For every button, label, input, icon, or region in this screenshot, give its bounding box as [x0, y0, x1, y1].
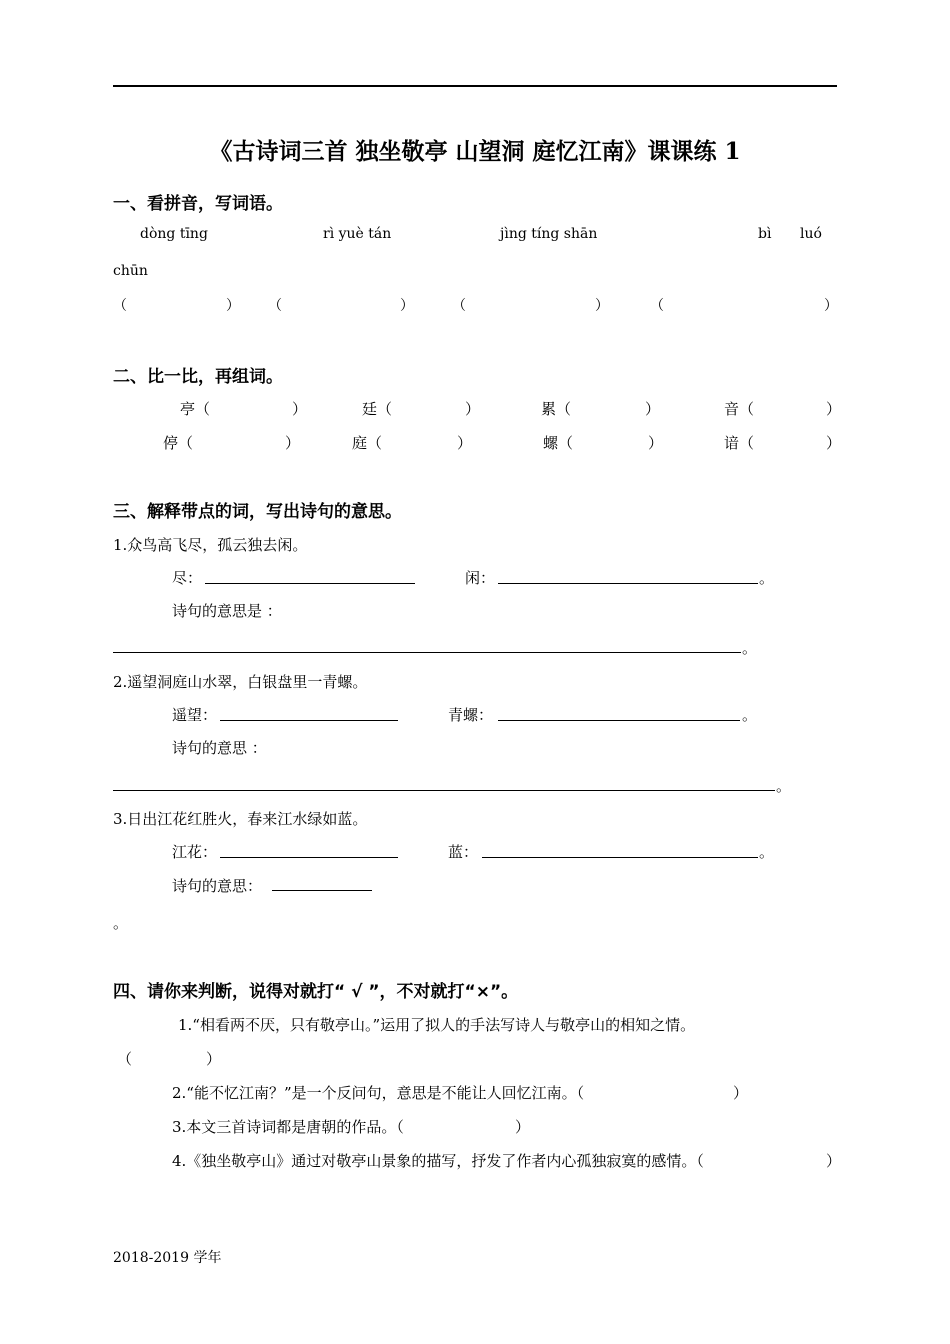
- judge-close: ）: [515, 1118, 531, 1136]
- word-label: 尽：: [172, 569, 203, 587]
- section3-heading: 三、解释带点的词，写出诗句的意思。: [113, 502, 402, 522]
- word-label: 遥望：: [172, 706, 218, 724]
- pinyin-4c: chūn: [113, 263, 148, 279]
- compare-close: ）: [457, 434, 473, 452]
- pinyin-3: jìng tíng shān: [500, 226, 598, 242]
- judge-item-4: 4.《独坐敬亭山》通过对敬亭山景象的描写，抒发了作者内心孤独寂寞的感情。（: [172, 1152, 704, 1170]
- section2-heading: 二、比一比，再组词。: [113, 367, 283, 387]
- period: 。: [776, 777, 792, 795]
- answer-paren-1-close: ）: [226, 298, 240, 314]
- answer-paren-1-open: （: [113, 298, 127, 314]
- judge-item-2: 2.“能不忆江南？”是一个反问句，意思是不能让人回忆江南。（: [172, 1084, 585, 1102]
- period: 。: [759, 569, 775, 587]
- compare-close: ）: [648, 434, 664, 452]
- word-label: 闲：: [465, 569, 496, 587]
- page-title: 《古诗词三首 独坐敬亭 山望洞 庭忆江南》课课练 1: [209, 138, 741, 165]
- judge-close: ）: [826, 1152, 842, 1170]
- pinyin-1: dòng tīng: [140, 226, 208, 242]
- pinyin-2: rì yuè tán: [323, 226, 392, 242]
- header-rule: [113, 85, 837, 87]
- answer-line[interactable]: [205, 583, 415, 584]
- answer-paren-4-open: （: [650, 298, 664, 314]
- section1-heading: 一、看拼音，写词语。: [113, 194, 283, 214]
- poem-line-3: 3.日出江花红胜火，春来江水绿如蓝。: [113, 810, 368, 828]
- compare-close: ）: [826, 400, 842, 418]
- compare-close: ）: [645, 400, 661, 418]
- answer-line[interactable]: [113, 790, 775, 791]
- judge-item-1: 1.“相看两不厌，只有敬亭山。”运用了拟人的手法写诗人与敬亭山的相知之情。: [178, 1016, 696, 1034]
- compare-close: ）: [465, 400, 481, 418]
- answer-paren-3-open: （: [452, 298, 466, 314]
- compare-word: 亭（: [180, 400, 211, 418]
- compare-word: 廷（: [362, 400, 393, 418]
- answer-line[interactable]: [482, 857, 758, 858]
- compare-close: ）: [292, 400, 308, 418]
- compare-word: 庭（: [352, 434, 383, 452]
- judge-item-3: 3.本文三首诗词都是唐朝的作品。（: [172, 1118, 404, 1136]
- word-label: 江花：: [172, 843, 218, 861]
- answer-paren-3-close: ）: [595, 298, 609, 314]
- judge-close: ）: [206, 1050, 222, 1068]
- answer-line[interactable]: [498, 720, 740, 721]
- meaning-label: 诗句的意思：: [172, 877, 263, 895]
- judge-close: ）: [733, 1084, 749, 1102]
- answer-line[interactable]: [220, 720, 398, 721]
- judge-open: （: [117, 1050, 133, 1068]
- answer-paren-2-close: ）: [400, 298, 414, 314]
- compare-word: 螺（: [543, 434, 574, 452]
- compare-word: 音（: [724, 400, 755, 418]
- answer-line[interactable]: [113, 652, 741, 653]
- section4-heading: 四、请你来判断，说得对就打“ √ ”，不对就打“×”。: [113, 982, 519, 1002]
- compare-close: ）: [285, 434, 301, 452]
- pinyin-4b: luó: [800, 226, 822, 242]
- footer-year: 2018-2019 学年: [113, 1250, 222, 1266]
- period: 。: [742, 706, 758, 724]
- answer-paren-2-open: （: [268, 298, 282, 314]
- answer-paren-4-close: ）: [824, 298, 838, 314]
- meaning-label: 诗句的意思是 ：: [172, 602, 282, 620]
- period: 。: [742, 639, 758, 657]
- answer-line[interactable]: [498, 583, 758, 584]
- compare-word: 累（: [541, 400, 572, 418]
- period: 。: [759, 843, 775, 861]
- word-label: 蓝：: [448, 843, 479, 861]
- compare-word: 停（: [163, 434, 194, 452]
- pinyin-4a: bì: [758, 226, 772, 242]
- answer-line[interactable]: [220, 857, 398, 858]
- meaning-label: 诗句的意思 ：: [172, 739, 267, 757]
- poem-line-2: 2.遥望洞庭山水翠，白银盘里一青螺。: [113, 673, 368, 691]
- answer-line[interactable]: [272, 890, 372, 891]
- compare-close: ）: [826, 434, 842, 452]
- word-label: 青螺：: [448, 706, 494, 724]
- compare-word: 谙（: [724, 434, 755, 452]
- poem-line-1: 1.众鸟高飞尽，孤云独去闲。: [113, 536, 308, 554]
- period: 。: [113, 914, 129, 932]
